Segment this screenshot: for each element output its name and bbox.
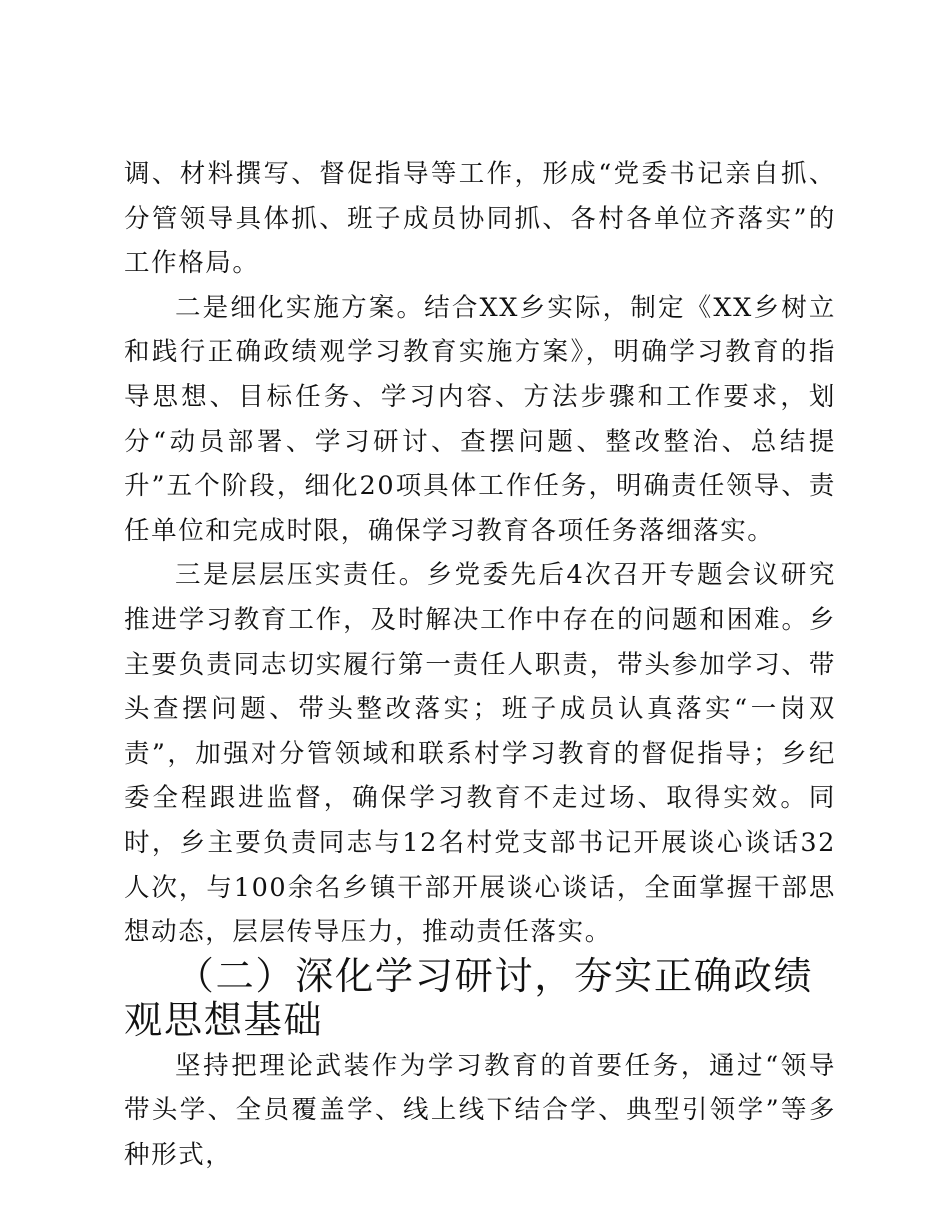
paragraph-implementation-plan: 二是细化实施方案。结合XX乡实际，制定《XX乡树立和践行正确政绩观学习教育实施方案》，明确学习教育的指导思想、目标任务、学习内容、方法步骤和工作要求，划分“动员部署、学习研讨、查摆问题、整改整治、总结提升”五个阶段，细化20项具体工作任务，明确责任领导、责任单位和完成时限，确保学习教育各项任务落细落实。: [124, 292, 836, 546]
paragraph-responsibility: 三是层层压实责任。乡党委先后4次召开专题会议研究推进学习教育工作，及时解决工作中存在的问题和困难。乡主要负责同志切实履行第一责任人职责，带头参加学习、带头查摆问题、带头整改落实；班子成员认真落实“一岗双责”，加强对分管领域和联系村学习教育的督促指导；乡纪委全程跟进监督，确保学习教育不走过场、取得实效。同时，乡主要负责同志与12名村党支部书记开展谈心谈话32人次，与100余名乡镇干部开展谈心谈话，全面掌握干部思想动态，层层传导压力，推动责任落实。: [124, 560, 836, 948]
paragraph-study: 坚持把理论武装作为学习教育的首要任务，通过“领导带头学、全员覆盖学、线上线下结合学、典型引领学”等多种形式，: [124, 1050, 837, 1171]
paragraph-continuation: 调、材料撰写、督促指导等工作，形成“党委书记亲自抓、分管领导具体抓、班子成员协同抓、各村各单位齐落实”的工作格局。: [124, 159, 836, 279]
document-body: [124, 152, 836, 1178]
section-heading: （二）深化学习研讨，夯实正确政绩观思想基础: [124, 953, 814, 1044]
